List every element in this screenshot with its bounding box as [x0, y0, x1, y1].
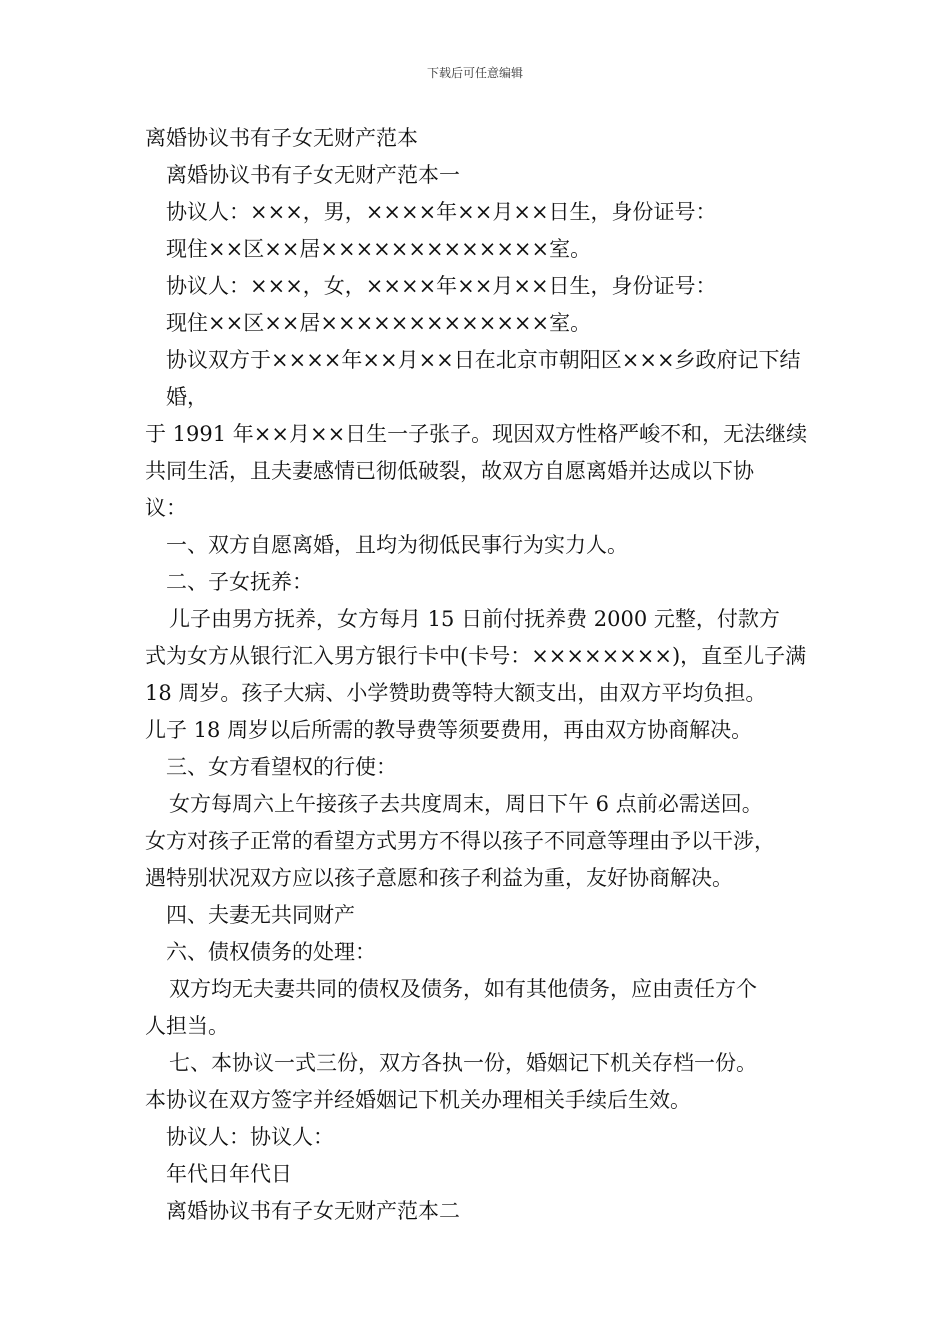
document-body — [145, 120, 825, 1230]
visitation-line-1: 女方每周六上午接孩子去共度周末，周日下午 6 点前必需送回。 — [169, 792, 763, 816]
marriage-line-4: 议： — [145, 496, 187, 520]
document-title: 离婚协议书有子女无财产范本 — [145, 126, 418, 150]
clause-1: 一、双方自愿离婚，且均为彻低民事行为实力人。 — [166, 533, 628, 557]
clause-6-heading: 六、债权债务的处理： — [166, 940, 376, 964]
section-heading-1: 离婚协议书有子女无财产范本一 — [166, 163, 460, 187]
debt-line-2: 人担当。 — [145, 1014, 229, 1038]
custody-line-3: 18 周岁。孩子大病、小学赞助费等特大额支出，由双方平均负担。 — [145, 681, 767, 705]
visitation-line-2: 女方对孩子正常的看望方式男方不得以孩子不同意等理由予以干涉， — [145, 829, 775, 853]
address-male: 现住××区××居×××××××××××××室。 — [166, 237, 592, 261]
address-female: 现住××区××居×××××××××××××室。 — [166, 311, 592, 335]
marriage-line-3: 共同生活，且夫妻感情已彻低破裂，故双方自愿离婚并达成以下协 — [145, 459, 754, 483]
clause-7-line-2: 本协议在双方签字并经婚姻记下机关办理相关手续后生效。 — [145, 1088, 691, 1112]
debt-line-1: 双方均无夫妻共同的债权及债务，如有其他债务，应由责任方个 — [169, 977, 757, 1001]
section-heading-2: 离婚协议书有子女无财产范本二 — [166, 1199, 460, 1223]
marriage-line-1: 协议双方于××××年××月××日在北京市朝阳区×××乡政府记下结婚， — [166, 348, 801, 409]
clause-4: 四、夫妻无共同财产 — [166, 903, 355, 927]
clause-7-line-1: 七、本协议一式三份，双方各执一份，婚姻记下机关存档一份。 — [169, 1051, 757, 1075]
signature-line: 协议人：协议人： — [166, 1125, 334, 1149]
clause-2-heading: 二、子女抚养： — [166, 570, 313, 594]
custody-line-1: 儿子由男方抚养，女方每月 15 日前付抚养费 2000 元整，付款方 — [169, 607, 780, 631]
clause-3-heading: 三、女方看望权的行使： — [166, 755, 397, 779]
page-header: 下载后可任意编辑 — [426, 66, 523, 80]
date-line: 年代日年代日 — [166, 1162, 292, 1186]
party-female: 协议人：×××，女，××××年××月××日生，身份证号： — [166, 274, 717, 298]
marriage-line-2: 于 1991 年××月××日生一子张子。现因双方性格严峻不和，无法继续 — [145, 422, 808, 446]
custody-line-2: 式为女方从银行汇入男方银行卡中(卡号：××××××××)，直至儿子满 — [145, 644, 807, 668]
visitation-line-3: 遇特别状况双方应以孩子意愿和孩子利益为重，友好协商解决。 — [145, 866, 733, 890]
party-male: 协议人：×××，男，××××年××月××日生，身份证号： — [166, 200, 717, 224]
custody-line-4: 儿子 18 周岁以后所需的教导费等须要费用，再由双方协商解决。 — [145, 718, 753, 742]
